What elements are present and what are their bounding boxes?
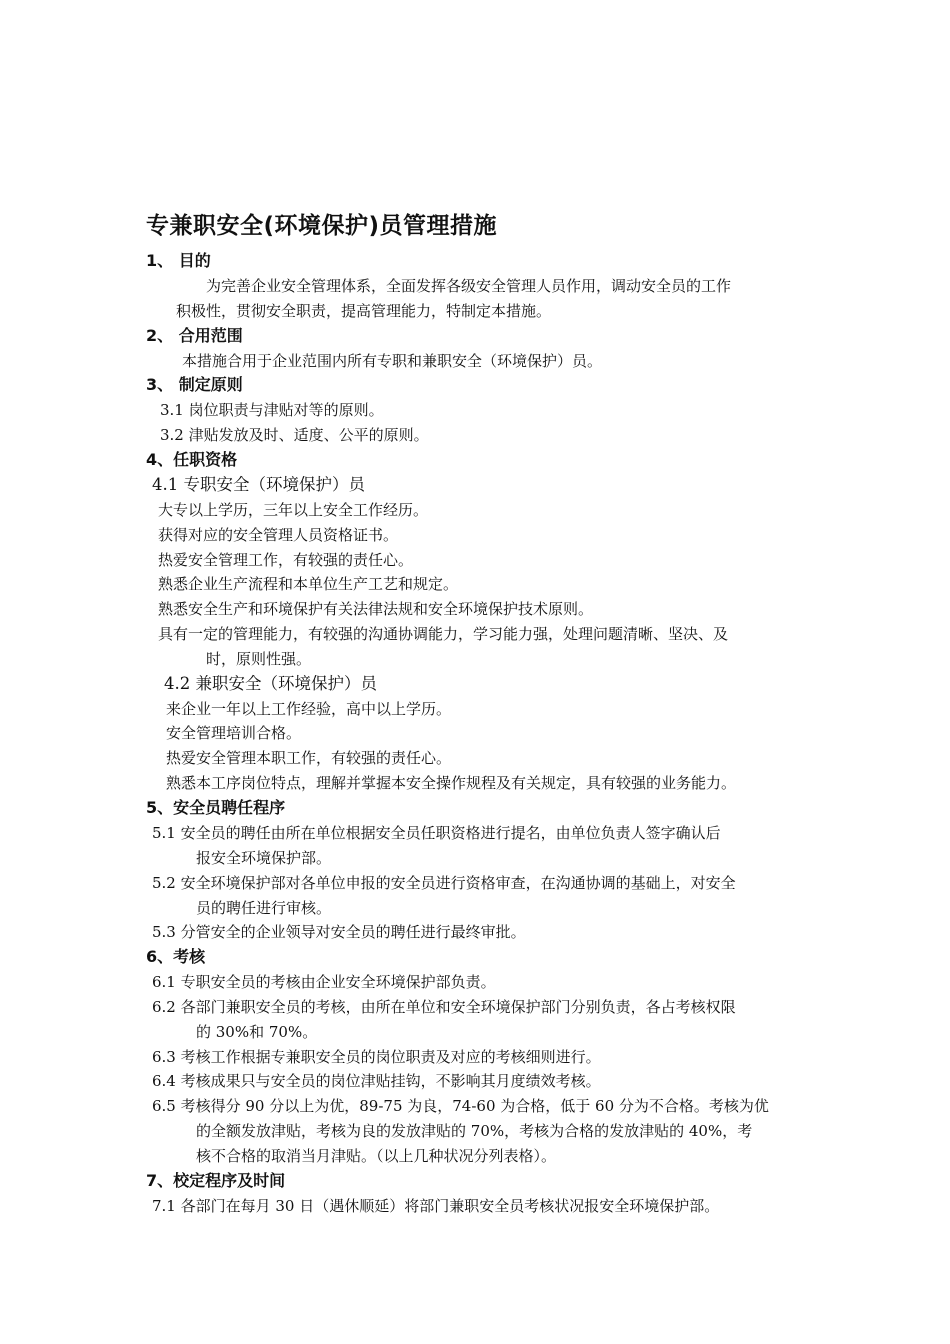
section-2-paragraph: 本措施合用于企业范围内所有专职和兼职安全（环境保护）员。 <box>182 352 603 370</box>
section-5-1-line-1: 5.1 安全员的聘任由所在单位根据安全员任职资格进行提名，由单位负责人签字确认后 <box>152 824 721 842</box>
section-5-1-line-2: 报安全环境保护部。 <box>196 849 332 867</box>
section-4-1-item-b: 获得对应的安全管理人员资格证书。 <box>158 526 399 544</box>
section-3-heading: 3、 制定原则 <box>146 375 243 394</box>
section-6-2-line-1: 6.2 各部门兼职安全员的考核，由所在单位和安全环境保护部门分别负责，各占考核权限 <box>152 998 736 1016</box>
section-1-paragraph-line-1: 为完善企业安全管理体系，全面发挥各级安全管理人员作用，调动安全员的工作 <box>206 277 732 295</box>
section-2-heading: 2、 合用范围 <box>146 326 243 345</box>
section-4-2-title: 4.2 兼职安全（环境保护）员 <box>164 674 377 693</box>
section-6-2-line-2: 的 30%和 70%。 <box>196 1023 318 1041</box>
section-6-5-line-3: 核不合格的取消当月津贴。（以上几种状况分列表格）。 <box>196 1147 557 1165</box>
section-4-2-item-a: 来企业一年以上工作经验，高中以上学历。 <box>166 700 452 718</box>
section-5-heading: 5、安全员聘任程序 <box>146 798 286 817</box>
section-4-1-item-a: 大专以上学历，三年以上安全工作经历。 <box>158 501 429 519</box>
section-4-2-item-d: 熟悉本工序岗位特点，理解并掌握本安全操作规程及有关规定，具有较强的业务能力。 <box>166 774 737 792</box>
section-6-heading: 6、考核 <box>146 947 206 966</box>
section-6-4: 6.4 考核成果只与安全员的岗位津贴挂钩，不影响其月度绩效考核。 <box>152 1072 601 1090</box>
section-6-5-line-2: 的全额发放津贴，考核为良的发放津贴的 70%，考核为合格的发放津贴的 40%，考 <box>196 1122 753 1140</box>
section-4-2-item-b: 安全管理培训合格。 <box>166 724 302 742</box>
section-1-heading: 1、 目的 <box>146 251 211 270</box>
section-4-heading: 4、任职资格 <box>146 450 238 469</box>
section-3-item-1: 3.1 岗位职责与津贴对等的原则。 <box>160 401 384 419</box>
section-7-1: 7.1 各部门在每月 30 日（遇休顺延）将部门兼职安全员考核状况报安全环境保护部。 <box>152 1197 720 1215</box>
document-title: 专兼职安全(环境保护)员管理措施 <box>146 213 498 239</box>
section-4-1-item-f-line-1: 具有一定的管理能力，有较强的沟通协调能力，学习能力强，处理问题清晰、坚决、及 <box>158 625 729 643</box>
section-6-5-line-1: 6.5 考核得分 90 分以上为优，89-75 为良，74-60 为合格，低于 60 分为不合格。考核为优 <box>152 1097 769 1115</box>
section-1-paragraph-line-2: 积极性，贯彻安全职责，提高管理能力，特制定本措施。 <box>176 302 552 320</box>
section-4-2-item-c: 热爱安全管理本职工作，有较强的责任心。 <box>166 749 452 767</box>
section-4-1-item-d: 熟悉企业生产流程和本单位生产工艺和规定。 <box>158 575 459 593</box>
section-4-1-item-f-line-2: 时，原则性强。 <box>206 650 312 668</box>
section-4-1-item-e: 熟悉安全生产和环境保护有关法律法规和安全环境保护技术原则。 <box>158 600 594 618</box>
section-7-heading: 7、校定程序及时间 <box>146 1171 286 1190</box>
section-3-item-2: 3.2 津贴发放及时、适度、公平的原则。 <box>160 426 429 444</box>
section-4-1-title: 4.1 专职安全（环境保护）员 <box>152 475 365 494</box>
section-6-3: 6.3 考核工作根据专兼职安全员的岗位职责及对应的考核细则进行。 <box>152 1048 601 1066</box>
section-5-2-line-2: 员的聘任进行审核。 <box>196 899 332 917</box>
section-4-1-item-c: 热爱安全管理工作，有较强的责任心。 <box>158 551 414 569</box>
section-6-1: 6.1 专职安全员的考核由企业安全环境保护部负责。 <box>152 973 496 991</box>
section-5-3: 5.3 分管安全的企业领导对安全员的聘任进行最终审批。 <box>152 923 526 941</box>
section-5-2-line-1: 5.2 安全环境保护部对各单位申报的安全员进行资格审查，在沟通协调的基础上，对安全 <box>152 874 736 892</box>
